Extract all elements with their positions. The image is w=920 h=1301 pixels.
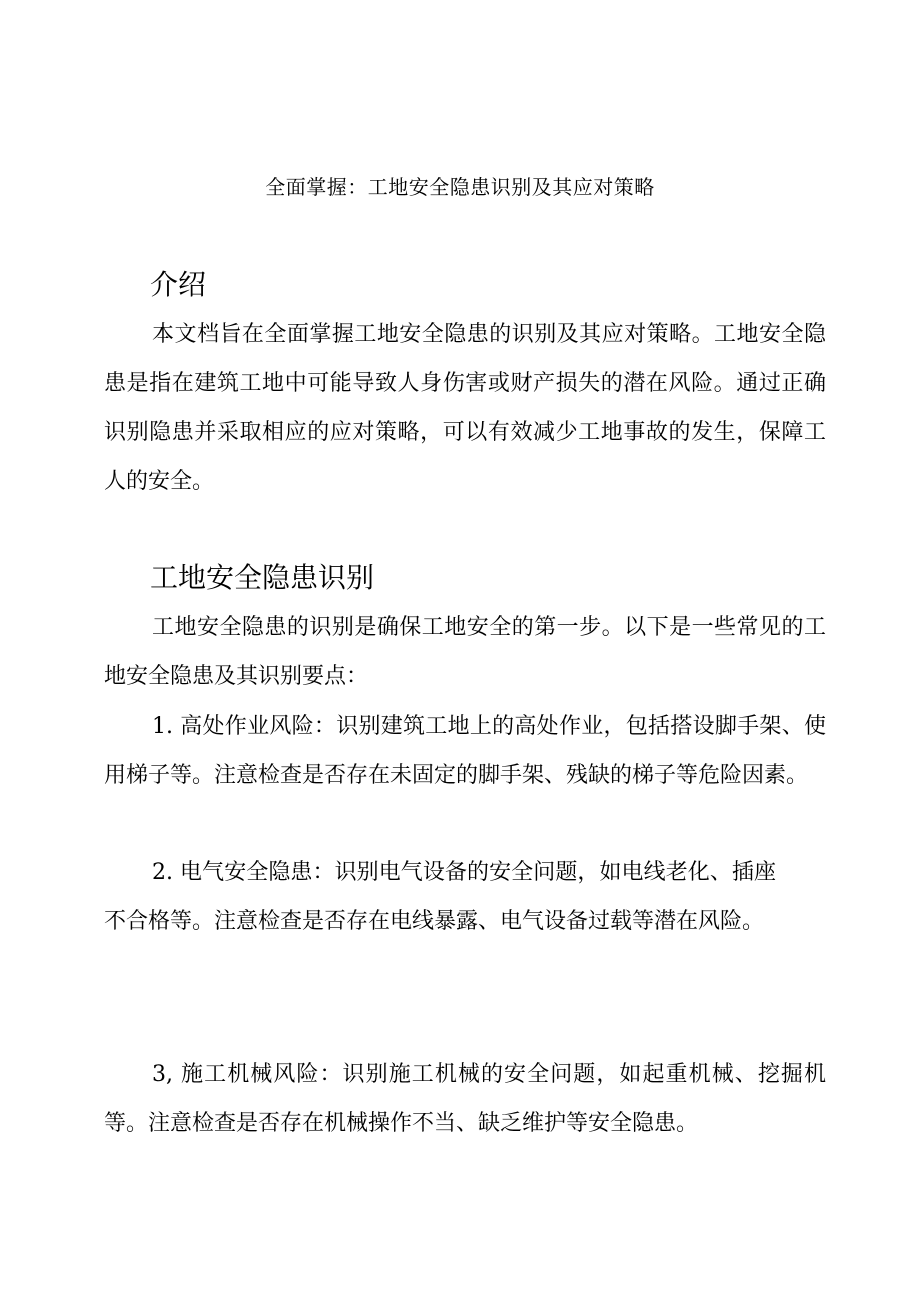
hazard-identification-paragraph: 工地安全隐患的识别是确保工地安全的第一步。以下是一些常见的工地安全隐患及其识别要点： bbox=[104, 615, 826, 689]
introduction-paragraph: 本文档旨在全面掌握工地安全隐患的识别及其应对策略。工地安全隐患是指在建筑工地中可能导致人身伤害或财产损失的潜在风险。通过正确识别隐患并采取相应的应对策略，可以有效减少工地事故的发生，保障工人的安全。 bbox=[104, 322, 826, 494]
document-title: 全面掌握：工地安全隐患识别及其应对策略 bbox=[265, 175, 655, 199]
section-heading-hazard-identification: 工地安全隐患识别 bbox=[150, 561, 375, 594]
list-item-construction-machinery: 3, 施工机械风险：识别施工机械的安全问题，如起重机械、挖掘机等。注意检查是否存在机械操作不当、缺乏维护等安全隐患。 bbox=[104, 1062, 826, 1136]
list-item-electrical-safety: 2. 电气安全隐患：识别电气设备的安全问题，如电线老化、插座不合格等。注意检查是否存在电线暴露、电气设备过载等潜在风险。 bbox=[104, 860, 776, 934]
list-item-high-altitude-work: 1. 高处作业风险：识别建筑工地上的高处作业，包括搭设脚手架、使用梯子等。注意检查是否存在未固定的脚手架、残缺的梯子等危险因素。 bbox=[104, 714, 826, 788]
section-heading-introduction: 介绍 bbox=[150, 268, 207, 301]
